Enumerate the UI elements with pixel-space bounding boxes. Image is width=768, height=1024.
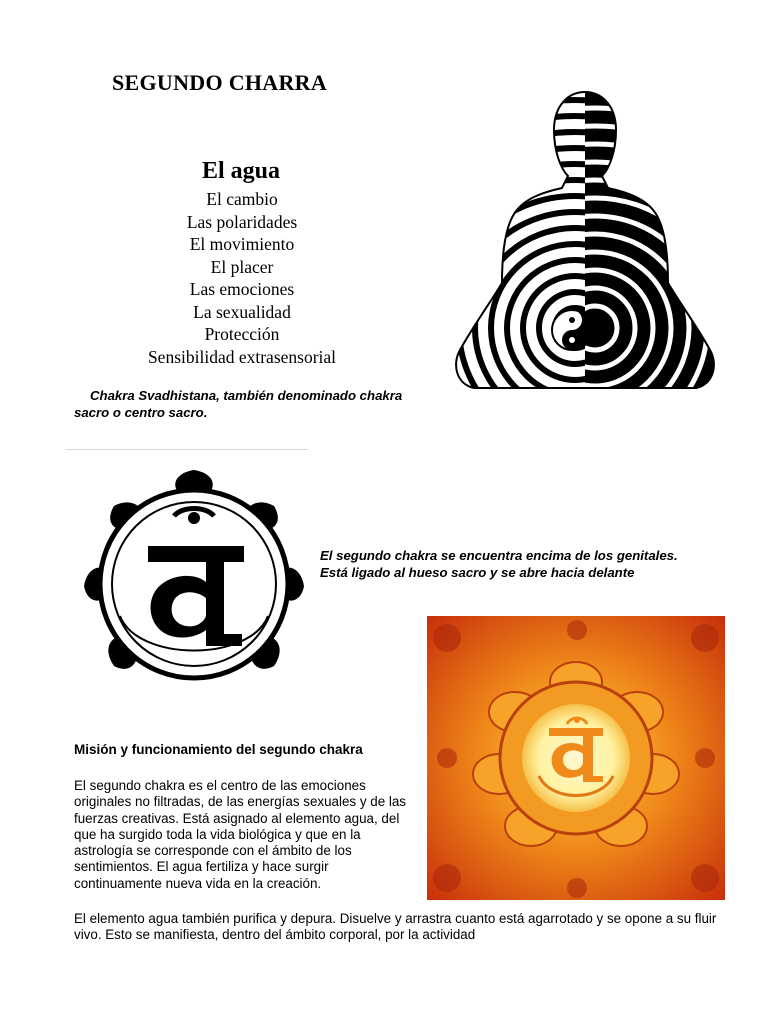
attribute-item: Las polaridades [186,211,298,232]
body-paragraph: El segundo chakra es el centro de las emociones originales no filtradas, de las energías sexuales y de las fuerzas creativas. Está asignado al elemento agua, del que ha surgido toda la vida biológica y que en la astrología se corresponde con el ámbito de los sentimientos. El agua fertiliza y hace surgir continuamente nueva vida en la creación. [74,778,406,891]
body-paragraph-continued: El elemento agua también purifica y depura. Disuelve y arrastra cuanto está agarrotado y se opone a su fluir vivo. Esto se manifiesta, dentro del ámbito corporal, por la actividad [74,911,717,943]
svadhisthana-glow-image [427,616,725,900]
section-subtitle: El agua [201,158,281,184]
attribute-list [122,188,362,368]
yin-yang-icon [552,310,592,350]
attribute-item: Las emociones [189,279,295,299]
page-title: SEGUNDO CHARRA [112,70,328,95]
attribute-item: Sensibilidad extrasensorial [147,346,337,367]
attribute-item: El movimiento [189,234,295,254]
attribute-item: La sexualidad [193,301,291,322]
attribute-item: Protección [204,324,280,344]
svadhisthana-symbol-image [78,466,310,698]
intro-paragraph: Chakra Svadhistana, también denominado chakra sacro o centro sacro. [74,388,403,420]
mission-heading: Misión y funcionamiento del segundo chakra [74,742,363,757]
attribute-item: El cambio [206,189,278,209]
attribute-item: El placer [210,256,274,277]
location-paragraph: El segundo chakra se encuentra encima de los genitales. Está ligado al hueso sacro y se abre hacia delante [320,548,678,580]
divider [66,449,308,450]
meditation-figure-image [450,88,720,403]
